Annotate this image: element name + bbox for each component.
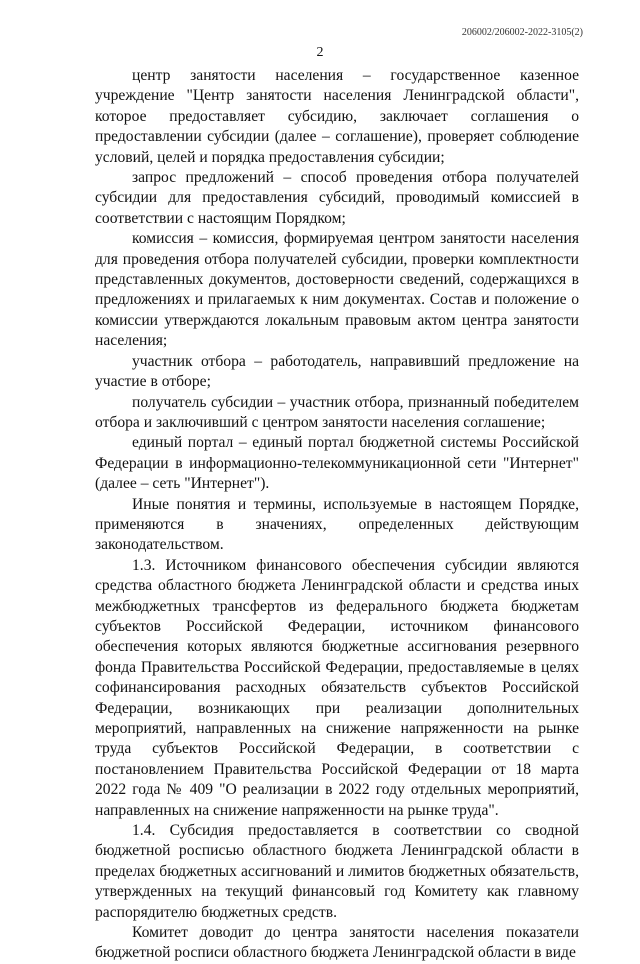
paragraph-request-proposals: запрос предложений – способ проведения отбора получателей субсидии для предоставления субсидий, проводимый комиссией в соответствии с настоящим Порядком; (95, 169, 579, 227)
paragraph-subsidy-recipient: получатель субсидии – участник отбора, признанный победителем отбора и заключивший с центром занятости населения соглашение; (95, 393, 579, 431)
paragraph-commission: комиссия – комиссия, формируемая центром занятости населения для проведения отбора получателей субсидии, проверки комплектности представленных документов, достоверности сведений, содержащихся в предложениях и прилагаемых к ним документах. Состав и положение о комиссии утверждаются локальным правовым актом центра занятости населения; (95, 230, 579, 350)
paragraph-other-terms: Иные понятия и термины, используемые в настоящем Порядке, применяются в значениях, определенных действующим законодательством. (95, 495, 579, 554)
paragraph-section-1-4: 1.4. Субсидия предоставляется в соответствии со сводной бюджетной росписью областного бюджета Ленинградской области в пределах бюджетных ассигнований и лимитов бюджетных обязательств, утвержденных на текущий финансовый год Комитету как главному распорядителю бюджетных средств. (95, 822, 579, 921)
page-number: 2 (316, 45, 324, 60)
paragraph-employment-center: центр занятости населения – государственное казенное учреждение "Центр занятости населения Ленинградской области", которое предоставляет субсидию, заключает соглашения о предоставлении субсидии (далее – соглашение), проверяет соблюдение условий, целей и порядка предоставления субсидии; (95, 67, 579, 166)
paragraph-unified-portal: единый портал – единый портал бюджетной системы Российской Федерации в информационно-телекоммуникационной сети "Интернет" (далее – сеть "Интернет"). (95, 434, 579, 493)
paragraph-committee: Комитет доводит до центра занятости населения показатели бюджетной росписи областного бюджета Ленинградской области в виде (95, 924, 579, 962)
paragraph-selection-participant: участник отбора – работодатель, направивший предложение на участие в отборе; (95, 352, 579, 391)
paragraph-section-1-3: 1.3. Источником финансового обеспечения субсидии являются средства областного бюджета Ленинградской области и средства иных межбюджетных трансфертов из федерального бюджета бюджетам субъектов Российской Федерации, источником финансового обеспечения которых являются бюджетные ассигнования резервного фонда Правительства Российской Федерации, предоставляемые в целях софинансирования расходных обязательств субъектов Российской Федерации, возникающих при реализации дополнительных мероприятий, направленных на снижение напряженности на рынке труда субъектов Российской Федерации, в соответствии с постановлением Правительства Российской Федерации от 18 марта 2022 года № 409 "О реализации в 2022 году отдельных мероприятий, направленных на снижение напряженности на рынке труда". (95, 556, 579, 819)
document-id: 206002/206002-2022-3105(2) (461, 27, 583, 38)
document-body (95, 66, 579, 964)
